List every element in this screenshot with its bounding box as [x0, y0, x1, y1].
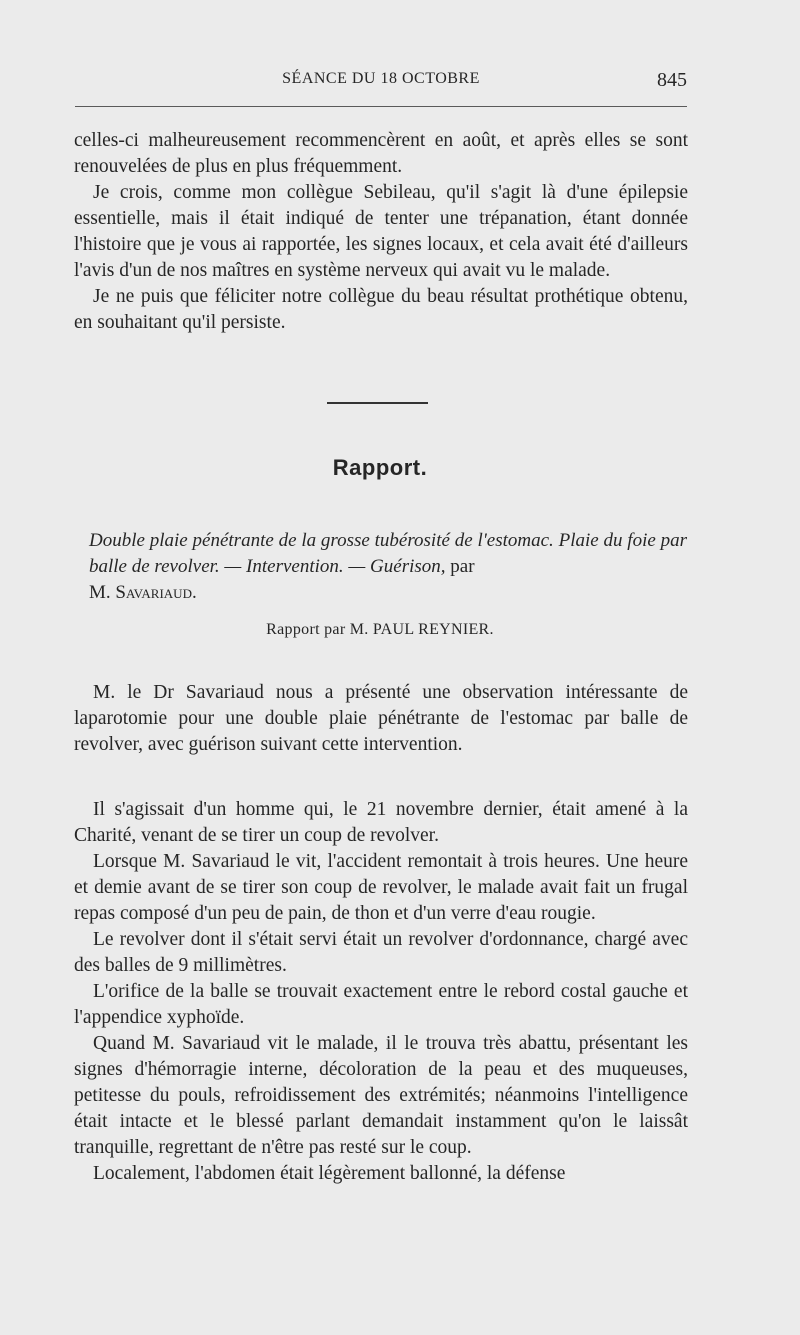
intro-text-block — [74, 128, 688, 336]
body-paragraph: L'orifice de la balle se trouvait exactement entre le rebord costal gauche et l'appendice xyphoïde. — [74, 981, 688, 1028]
header-rule — [75, 106, 687, 107]
body-paragraph: Lorsque M. Savariaud le vit, l'accident remontait à trois heures. Une heure et demie avant de se tirer son coup de revolver, le malade avait fait un frugal repas composé d'un peu de pain, de thon et d'un verre d'eau rougie. — [74, 851, 688, 924]
section-title: Rapport. — [332, 455, 428, 480]
report-body-part-2 — [74, 797, 688, 1187]
body-paragraph: Quand M. Savariaud vit le malade, il le trouva très abattu, présentant les signes d'hémorragie interne, décoloration de la peau et des muqueuses, petitesse du pouls, refroidissement des extrémités; néanmoins l'intelligence était intacte et le blessé parlant demandait instamment qu'on le laissât tranquille, regrettant de n'être pas resté sur le coup. — [74, 1033, 688, 1158]
report-title — [89, 528, 687, 606]
body-paragraph: M. le Dr Savariaud nous a présenté une observation intéressante de laparotomie pour une double plaie pénétrante de l'estomac par balle de revolver, avec guérison suivant cette intervention. — [74, 682, 688, 755]
page-number: 845 — [657, 69, 687, 91]
report-title-par: par — [445, 556, 475, 577]
report-body-part-1 — [74, 680, 688, 758]
running-head — [75, 70, 687, 94]
report-title-text: Double plaie pénétrante de la grosse tubérosité de l'estomac. Plaie du foie par balle de revolver. — Intervention. — Guérison, — [89, 530, 687, 577]
report-author-prefix: M. — [89, 582, 116, 603]
intro-paragraph: celles-ci malheureusement recommencèrent en août, et après elles se sont renouvelées de plus en plus fréquemment. — [74, 130, 688, 177]
body-paragraph: Le revolver dont il s'était servi était un revolver d'ordonnance, chargé avec des balles de 9 millimètres. — [74, 929, 688, 976]
body-paragraph: Il s'agissait d'un homme qui, le 21 novembre dernier, était amené à la Charité, venant de se tirer un coup de revolver. — [74, 799, 688, 846]
intro-paragraph: Je crois, comme mon collègue Sebileau, qu'il s'agit là d'une épilepsie essentielle, mais il était indiqué de tenter une trépanation, étant donnée l'histoire que je vous ai rapportée, les signes locaux, et cela avait été d'ailleurs l'avis d'un de nos maîtres en système nerveux qui avait vu le malade. — [74, 182, 688, 281]
section-separator — [327, 402, 428, 404]
report-byline: Rapport par M. PAUL REYNIER. — [266, 621, 494, 638]
report-author: Savariaud. — [115, 582, 197, 603]
intro-paragraph: Je ne puis que féliciter notre collègue du beau résultat prothétique obtenu, en souhaitant qu'il persiste. — [74, 286, 688, 333]
body-paragraph: Localement, l'abdomen était légèrement ballonné, la défense — [93, 1163, 566, 1184]
running-head-title: SÉANCE DU 18 OCTOBRE — [282, 70, 480, 87]
